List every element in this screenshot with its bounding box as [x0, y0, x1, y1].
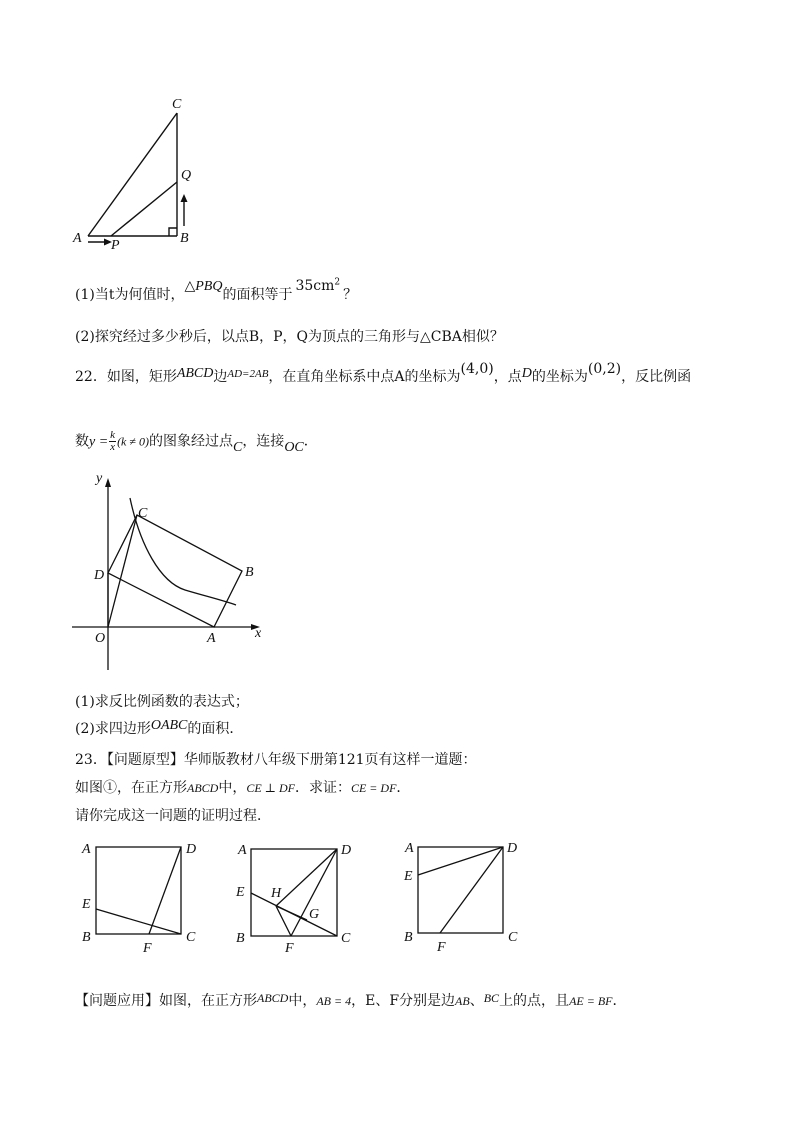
triangle-pbq: △PBQ — [184, 279, 223, 294]
area-value: $35cm^2$ — [295, 277, 341, 294]
segment-df — [149, 847, 181, 934]
fig2-label-f: F — [285, 941, 294, 956]
q23-line1: 23．【问题原型】华师版教材八年级下册第121页有这样一道题： — [75, 752, 477, 768]
fig1-label-a: A — [82, 842, 91, 857]
fig3-label-a: A — [405, 841, 414, 856]
q22-line1: 22．如图，矩形ABCD边$^{AD=2AB}$，在直角坐标系中点A的坐标为(4,0)，点D的坐标为(0,2)，反比例函 — [75, 361, 692, 385]
square-2 — [251, 849, 337, 936]
fig3-label-b: B — [404, 930, 413, 945]
label-a: A — [207, 631, 216, 646]
fraction-k-over-x: $\frac{k}{x}$ — [110, 429, 116, 453]
figure-3 — [418, 847, 503, 933]
q23-application: 【问题应用】如图，在正方形ABCD中，AB = 4，E、F分别是边AB、BC上的点，且AE = BF． — [75, 991, 627, 1009]
fig1-label-f: F — [143, 941, 152, 956]
segment-df — [440, 847, 503, 933]
fig2-label-c: C — [341, 931, 351, 946]
segment-dh — [276, 849, 337, 906]
segment-ed — [418, 847, 503, 875]
q21-part1: (1)当t为何值时，△PBQ的面积等于$35cm^2$？ — [75, 277, 358, 303]
label-x: x — [255, 626, 262, 641]
fig2-label-a: A — [238, 843, 247, 858]
fig1-label-b: B — [82, 930, 91, 945]
square-3 — [418, 847, 503, 933]
label-o: O — [95, 631, 106, 646]
q22-line2: 数y = $\frac{k}{x}$ (k ≠ 0)的图象经过点C，连接OC． — [75, 429, 318, 455]
fig2-label-e: E — [236, 885, 245, 900]
figure-1 — [96, 847, 181, 934]
fig1-label-d: D — [186, 842, 197, 857]
fig3-label-f: F — [437, 940, 446, 955]
segment-hg — [276, 906, 307, 920]
fig2-label-h: H — [271, 886, 282, 901]
figure-2 — [251, 849, 337, 936]
q23-line3: 请你完成这一问题的证明过程． — [75, 808, 271, 824]
label-c: C — [138, 506, 148, 521]
label-y: y — [96, 471, 103, 486]
label-q: Q — [181, 168, 192, 183]
label-p: P — [111, 238, 120, 253]
label-c: C — [172, 97, 182, 112]
label-b: B — [245, 565, 254, 580]
segment-hf — [276, 906, 291, 936]
fig1-label-e: E — [82, 897, 91, 912]
q23-line2: 如图①，在正方形ABCD中，CE ⊥ DF．求证：CE = DF． — [75, 780, 411, 796]
label-b: B — [180, 231, 189, 246]
segment-df — [291, 849, 337, 936]
fig3-label-c: C — [508, 930, 518, 945]
fig3-label-e: E — [404, 869, 413, 884]
label-a: A — [73, 231, 82, 246]
q22-part1: (1)求反比例函数的表达式； — [75, 694, 249, 710]
q22-part2: (2)求四边形OABC的面积． — [75, 718, 244, 737]
label-d: D — [94, 568, 105, 583]
fig1-label-c: C — [186, 930, 196, 945]
fig2-label-d: D — [341, 843, 352, 858]
fig3-label-d: D — [507, 841, 518, 856]
q21-part2: (2)探究经过多少秒后，以点B，P，Q为顶点的三角形与△CBA相似？ — [75, 329, 504, 345]
segment-ce — [96, 909, 181, 934]
fig2-label-g: G — [309, 907, 320, 922]
fig2-label-b: B — [236, 931, 245, 946]
